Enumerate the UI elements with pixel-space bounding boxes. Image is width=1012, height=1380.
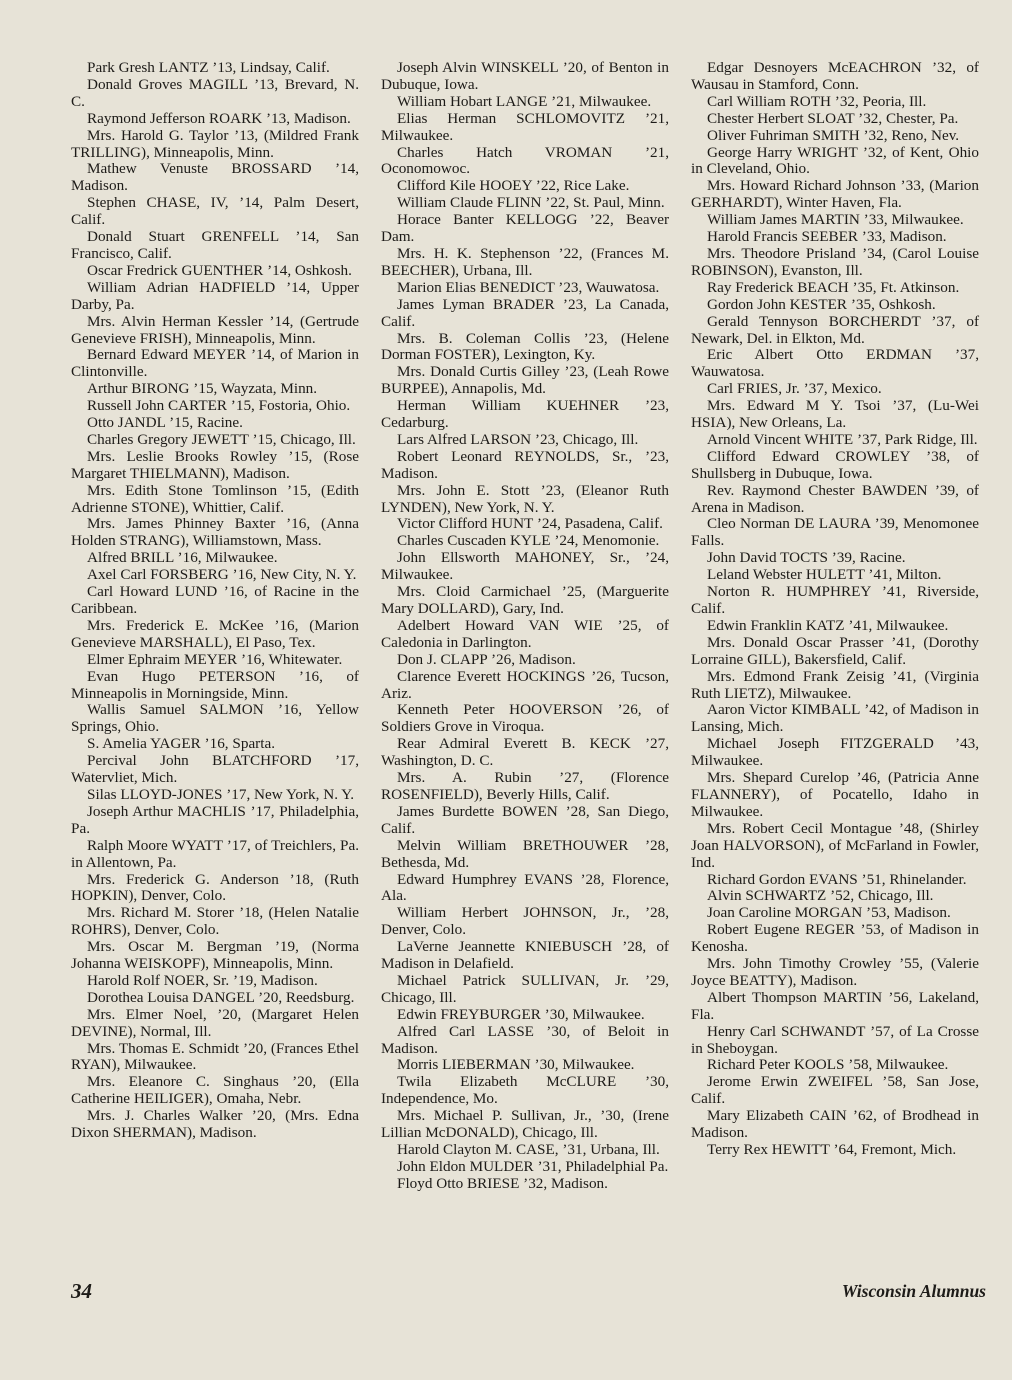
obituary-entry: Evan Hugo PETERSON ’16, of Minneapolis in Morningside, Minn. — [71, 667, 359, 702]
column-left — [71, 60, 359, 1142]
obituary-entry: Mrs. Theodore Prisland ’34, (Carol Louise ROBINSON), Evanston, Ill. — [691, 244, 979, 279]
obituary-entry: Mrs. Harold G. Taylor ’13, (Mildred Frank TRILLING), Minneapolis, Minn. — [71, 126, 359, 161]
obituary-entry: John Eldon MULDER ’31, Philadelphial Pa. — [397, 1157, 669, 1175]
obituary-entry: Floyd Otto BRIESE ’32, Madison. — [397, 1174, 608, 1192]
obituary-entry: S. Amelia YAGER ’16, Sparta. — [87, 735, 275, 753]
obituary-entry: Alfred Carl LASSE ’30, of Beloit in Madison. — [381, 1022, 669, 1057]
obituary-entry: Twila Elizabeth McCLURE ’30, Independence, Mo. — [381, 1073, 669, 1108]
obituary-entry: Clifford Kile HOOEY ’22, Rice Lake. — [397, 177, 630, 195]
obituary-entry: Chester Herbert SLOAT ’32, Chester, Pa. — [707, 109, 959, 127]
obituary-entry: Michael Patrick SULLIVAN, Jr. ’29, Chicago, Ill. — [381, 971, 669, 1006]
obituary-entry: Rev. Raymond Chester BAWDEN ’39, of Arena in Madison. — [691, 481, 979, 516]
obituary-entry: Joan Caroline MORGAN ’53, Madison. — [707, 904, 951, 922]
obituary-entry: Mrs. Frederick E. McKee ’16, (Marion Genevieve MARSHALL), El Paso, Tex. — [71, 616, 359, 651]
obituary-entry: Oliver Fuhriman SMITH ’32, Reno, Nev. — [707, 126, 960, 144]
obituary-entry: Joseph Alvin WINSKELL ’20, of Benton in Dubuque, Iowa. — [381, 59, 669, 93]
obituary-entry: Horace Banter KELLOGG ’22, Beaver Dam. — [381, 211, 669, 246]
obituary-entry: William Claude FLINN ’22, St. Paul, Minn. — [397, 194, 665, 212]
obituary-entry: Charles Gregory JEWETT ’15, Chicago, Ill. — [87, 430, 356, 448]
obituary-entry: Mrs. A. Rubin ’27, (Florence ROSENFIELD), Beverly Hills, Calif. — [381, 769, 669, 803]
obituary-entry: Donald Groves MAGILL ’13, Brevard, N. C. — [71, 75, 359, 110]
obituary-entry: Oscar Fredrick GUENTHER ’14, Oshkosh. — [87, 261, 352, 279]
obituary-entry: Raymond Jefferson ROARK ’13, Madison. — [87, 109, 351, 127]
publication-title: Wisconsin Alumnus — [841, 1281, 986, 1301]
obituary-entry: Mrs. Donald Curtis Gilley ’23, (Leah Rowe BURPEE), Annapolis, Md. — [381, 363, 669, 398]
obituary-entry: Mary Elizabeth CAIN ’62, of Brodhead in Madison. — [691, 1107, 979, 1142]
obituary-entry: Mrs. Shepard Curelop ’46, (Patricia Anne FLANNERY), of Pocatello, Idaho in Milwaukee. — [691, 769, 979, 820]
obituary-entry: Mrs. Thomas E. Schmidt ’20, (Frances Ethel RYAN), Milwaukee. — [71, 1039, 359, 1074]
obituary-entry: William James MARTIN ’33, Milwaukee. — [707, 211, 964, 229]
obituary-entry: Mrs. B. Coleman Collis ’23, (Helene Dorman FOSTER), Lexington, Ky. — [381, 329, 669, 364]
obituary-entry: William Herbert JOHNSON, Jr., ’28, Denver, Colo. — [381, 904, 669, 939]
obituary-entry: Richard Peter KOOLS ’58, Milwaukee. — [707, 1056, 949, 1074]
page-number: 34 — [71, 1279, 92, 1303]
obituary-entry: Herman William KUEHNER ’23, Cedarburg. — [381, 397, 669, 432]
obituary-entry: Norton R. HUMPHREY ’41, Riverside, Calif. — [691, 583, 979, 617]
obituary-entry: Mrs. Alvin Herman Kessler ’14, (Gertrude Genevieve FRISH), Minneapolis, Minn. — [71, 312, 359, 347]
obituary-entry: Otto JANDL ’15, Racine. — [87, 414, 243, 432]
obituary-entry: Mrs. H. K. Stephenson ’22, (Frances M. BEECHER), Urbana, Ill. — [381, 244, 669, 279]
obituary-entry: Albert Thompson MARTIN ’56, Lakeland, Fla. — [691, 988, 979, 1023]
obituary-entry: Mrs. Donald Oscar Prasser ’41, (Dorothy Lorraine GILL), Bakersfield, Calif. — [691, 633, 979, 668]
column-right — [691, 60, 979, 1159]
obituary-entry: Mrs. Frederick G. Anderson ’18, (Ruth HOPKIN), Denver, Colo. — [71, 870, 359, 905]
obituary-entry: Mrs. Eleanore C. Singhaus ’20, (Ella Catherine HEILIGER), Omaha, Nebr. — [71, 1073, 359, 1108]
obituary-entry: Arnold Vincent WHITE ’37, Park Ridge, Ill. — [707, 430, 978, 448]
obituary-entry: George Harry WRIGHT ’32, of Kent, Ohio in Cleveland, Ohio. — [691, 143, 979, 178]
obituary-entry: Mrs. Edith Stone Tomlinson ’15, (Edith Adrienne STONE), Whittier, Calif. — [71, 481, 359, 516]
obituary-entry: Mrs. John Timothy Crowley ’55, (Valerie Joyce BEATTY), Madison. — [691, 955, 979, 989]
obituary-entry: John Ellsworth MAHONEY, Sr., ’24, Milwaukee. — [381, 549, 669, 584]
obituary-entry: Mrs. Edward M Y. Tsoi ’37, (Lu-Wei HSIA), New Orleans, La. — [691, 397, 979, 432]
obituary-entry: Harold Francis SEEBER ’33, Madison. — [707, 228, 947, 246]
obituary-entry: Carl William ROTH ’32, Peoria, Ill. — [707, 92, 927, 110]
obituary-entry: Cleo Norman DE LAURA ’39, Menomonee Falls. — [691, 515, 979, 550]
obituary-entry: Mrs. John E. Stott ’23, (Eleanor Ruth LYNDEN), New York, N. Y. — [381, 481, 669, 516]
obituary-entry: Mrs. Elmer Noel, ’20, (Margaret Helen DEVINE), Normal, Ill. — [71, 1005, 359, 1040]
obituary-entry: Marion Elias BENEDICT ’23, Wauwatosa. — [397, 278, 660, 296]
obituary-entry: Eric Albert Otto ERDMAN ’37, Wauwatosa. — [691, 346, 979, 381]
obituary-entry: Wallis Samuel SALMON ’16, Yellow Springs, Ohio. — [71, 701, 359, 736]
obituary-entry: Silas LLOYD-JONES ’17, New York, N. Y. — [87, 785, 355, 803]
obituary-entry: Edwin FREYBURGER ’30, Milwaukee. — [397, 1005, 645, 1023]
obituary-entry: Park Gresh LANTZ ’13, Lindsay, Calif. — [87, 59, 330, 76]
obituary-entry: Lars Alfred LARSON ’23, Chicago, Ill. — [397, 430, 639, 448]
obituary-entry: Richard Gordon EVANS ’51, Rhinelander. — [707, 870, 967, 888]
obituary-entry: James Burdette BOWEN ’28, San Diego, Calif. — [381, 802, 669, 837]
obituary-entry: Joseph Arthur MACHLIS ’17, Philadelphia, Pa. — [71, 802, 359, 837]
obituary-entry: Clarence Everett HOCKINGS ’26, Tucson, Ariz. — [381, 667, 669, 702]
obituary-entry: Robert Leonard REYNOLDS, Sr., ’23, Madison. — [381, 447, 669, 482]
obituary-entry: John David TOCTS ’39, Racine. — [707, 549, 906, 567]
obituary-entry: Ralph Moore WYATT ’17, of Treichlers, Pa. in Allentown, Pa. — [71, 836, 359, 871]
obituary-entry: Edward Humphrey EVANS ’28, Florence, Ala. — [381, 870, 669, 905]
obituary-entry: Mrs. Howard Richard Johnson ’33, (Marion GERHARDT), Winter Haven, Fla. — [691, 177, 979, 212]
obituary-entry: Carl FRIES, Jr. ’37, Mexico. — [707, 380, 882, 398]
obituary-entry: Aaron Victor KIMBALL ’42, of Madison in Lansing, Mich. — [691, 701, 979, 736]
obituary-entry: William Adrian HADFIELD ’14, Upper Darby, Pa. — [71, 278, 359, 313]
obituary-entry: Harold Clayton M. CASE, ’31, Urbana, Ill. — [397, 1141, 660, 1158]
obituary-entry: Mrs. Michael P. Sullivan, Jr., ’30, (Irene Lillian McDONALD), Chicago, Ill. — [381, 1107, 669, 1142]
obituary-entry: William Hobart LANGE ’21, Milwaukee. — [397, 92, 652, 110]
obituary-entry: Gerald Tennyson BORCHERDT ’37, of Newark, Del. in Elkton, Md. — [691, 312, 979, 347]
obituary-entry: Robert Eugene REGER ’53, of Madison in Kenosha. — [691, 921, 979, 956]
obituary-entry: Stephen CHASE, IV, ’14, Palm Desert, Calif. — [71, 194, 359, 229]
obituary-entry: Terry Rex HEWITT ’64, Fremont, Mich. — [707, 1141, 957, 1158]
obituary-entry: Clifford Edward CROWLEY ’38, of Shullsberg in Dubuque, Iowa. — [691, 447, 979, 482]
obituary-entry: Alfred BRILL ’16, Milwaukee. — [87, 549, 278, 567]
obituary-entry: Edwin Franklin KATZ ’41, Milwaukee. — [707, 616, 949, 634]
obituary-entry: Adelbert Howard VAN WIE ’25, of Caledonia in Darlington. — [381, 616, 669, 651]
obituary-entry: Carl Howard LUND ’16, of Racine in the Caribbean. — [71, 583, 359, 617]
obituary-entry: Morris LIEBERMAN ’30, Milwaukee. — [397, 1056, 635, 1074]
obituary-entry: Russell John CARTER ’15, Fostoria, Ohio. — [87, 397, 351, 415]
obituary-entry: Charles Hatch VROMAN ’21, Oconomowoc. — [381, 143, 669, 178]
obituary-entry: Elmer Ephraim MEYER ’16, Whitewater. — [87, 650, 343, 668]
obituary-entry: Leland Webster HULETT ’41, Milton. — [707, 566, 942, 584]
obituary-entry: Donald Stuart GRENFELL ’14, San Francisco, Calif. — [71, 228, 359, 262]
obituary-entry: Michael Joseph FITZGERALD ’43, Milwaukee. — [691, 735, 979, 770]
obituary-entry: Melvin William BRETHOUWER ’28, Bethesda, Md. — [381, 836, 669, 871]
obituary-entry: Ray Frederick BEACH ’35, Ft. Atkinson. — [707, 278, 960, 296]
obituary-entry: Mrs. Cloid Carmichael ’25, (Marguerite Mary DOLLARD), Gary, Ind. — [381, 583, 669, 617]
obituary-entry: Don J. CLAPP ’26, Madison. — [397, 650, 576, 668]
obituary-entry: Gordon John KESTER ’35, Oshkosh. — [707, 295, 936, 313]
obituary-entry: Harold Rolf NOER, Sr. ’19, Madison. — [87, 971, 318, 989]
obituary-entry: Henry Carl SCHWANDT ’57, of La Crosse in Sheboygan. — [691, 1022, 979, 1057]
obituary-entry: Percival John BLATCHFORD ’17, Watervliet, Mich. — [71, 752, 359, 787]
obituary-entry: Mrs. Robert Cecil Montague ’48, (Shirley Joan HALVORSON), of McFarland in Fowler, Ind. — [691, 819, 979, 871]
column-middle — [381, 60, 669, 1193]
obituary-entry: Mathew Venuste BROSSARD ’14, Madison. — [71, 160, 359, 195]
obituary-entry: Jerome Erwin ZWEIFEL ’58, San Jose, Calif. — [691, 1073, 979, 1108]
obituary-entry: Kenneth Peter HOOVERSON ’26, of Soldiers Grove in Viroqua. — [381, 701, 669, 736]
obituary-entry: Dorothea Louisa DANGEL ’20, Reedsburg. — [87, 988, 355, 1006]
obituary-entry: Bernard Edward MEYER ’14, of Marion in Clintonville. — [71, 346, 359, 381]
obituary-entry: James Lyman BRADER ’23, La Canada, Calif. — [381, 295, 669, 330]
obituary-entry: Mrs. Leslie Brooks Rowley ’15, (Rose Margaret THIELMANN), Madison. — [71, 447, 359, 482]
obituary-entry: Victor Clifford HUNT ’24, Pasadena, Calif. — [397, 515, 663, 533]
obituary-entry: Mrs. Richard M. Storer ’18, (Helen Natalie ROHRS), Denver, Colo. — [71, 904, 359, 939]
obituary-entry: Rear Admiral Everett B. KECK ’27, Washington, D. C. — [381, 735, 669, 770]
obituary-entry: Mrs. J. Charles Walker ’20, (Mrs. Edna Dixon SHERMAN), Madison. — [71, 1107, 359, 1142]
obituary-entry: Alvin SCHWARTZ ’52, Chicago, Ill. — [707, 887, 934, 905]
obituary-entry: Charles Cuscaden KYLE ’24, Menomonie. — [397, 532, 660, 550]
obituary-entry: LaVerne Jeannette KNIEBUSCH ’28, of Madison in Delafield. — [381, 938, 669, 973]
obituary-entry: Mrs. James Phinney Baxter ’16, (Anna Holden STRANG), Williamstown, Mass. — [71, 515, 359, 550]
obituary-entry: Mrs. Oscar M. Bergman ’19, (Norma Johanna WEISKOPF), Minneapolis, Minn. — [71, 938, 359, 973]
obituary-entry: Edgar Desnoyers McEACHRON ’32, of Wausau in Stamford, Conn. — [691, 59, 979, 93]
obituary-entry: Elias Herman SCHLOMOVITZ ’21, Milwaukee. — [381, 109, 669, 144]
obituary-entry: Mrs. Edmond Frank Zeisig ’41, (Virginia Ruth LIETZ), Milwaukee. — [691, 667, 979, 702]
obituary-entry: Arthur BIRONG ’15, Wayzata, Minn. — [87, 380, 318, 398]
obituary-entry: Axel Carl FORSBERG ’16, New City, N. Y. — [87, 566, 357, 584]
